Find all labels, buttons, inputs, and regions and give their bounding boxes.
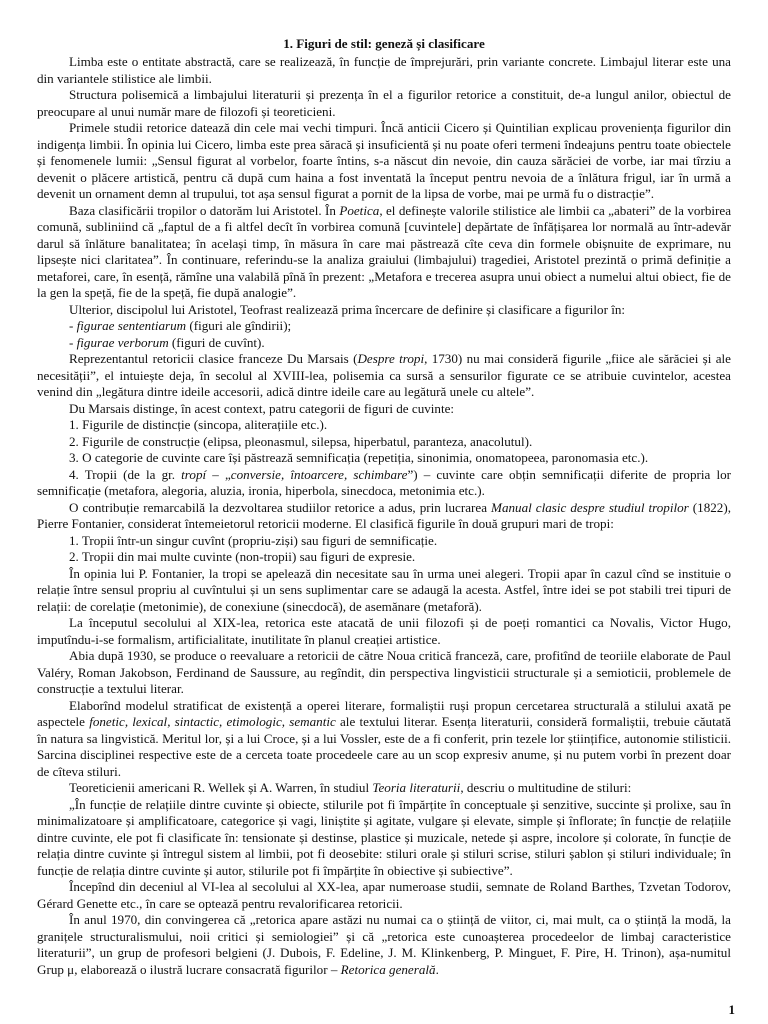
list-description: (figuri de cuvînt). xyxy=(168,334,265,350)
paragraph-15: Începînd din deceniul al VI-lea al secolului al XX-lea, apar numeroase studii, semnate de Roland Barthes, Tzvetan Todorov, Gérard Genette etc., în care se optează pentru revalorificarea retoricii. xyxy=(37,879,731,911)
paragraph-1: Limba este o entitate abstractă, care se realizează, în funcție de împrejurări, prin variante concrete. Limbajul literar este una din variantele stilistice ale limbii. xyxy=(37,54,731,86)
poetica-title: Poetica xyxy=(339,202,380,218)
list-item: 3. O categorie de cuvinte care își păstrează semnificația (repetiția, sinonimia, onomatopeea, paronomasia etc.). xyxy=(69,450,649,465)
teoria-literaturii-title: Teoria literaturii xyxy=(372,780,461,795)
manual-title: Manual clasic despre studiul tropilor xyxy=(491,499,689,515)
paragraph-10: La începutul secolului al XIX-lea, retorica este atacată de unii filozofi și de poeți romantici ca Novalis, Victor Hugo, imputîndu-i-se formalism, artificialitate, inutilitate în planul creației artistice. xyxy=(37,615,731,647)
paragraph-12-text-a: Elaborînd modelul stratificat de existență a operei literare, formaliștii ruși propun cercetarea structurală a stilului axată pe aspectele xyxy=(37,697,731,729)
paragraph-12 xyxy=(37,698,731,781)
list-item-text-b: – „ xyxy=(206,466,231,482)
paragraph-3: Primele studii retorice datează din cele mai vechi timpuri. Încă anticii Cicero și Quintilian explicau proveniența figurilor din indigența limbii. În opinia lui Cicero, limba este prea săracă și insuficientă și nu poate oferi termeni îndeajuns pentru toate obiectele și fenomenele lumii: „Sensul figurat al vorbelor, foarte întins, s-a născut din nevoie, din cauza sărăciei de vorbe, iar mai tîrziu a devenit o plăcere artistică, pentru că după cum haina a fost inventată la început pentru nevoia de a înlătura frigul, iar în urmă a devenit un ornament demn al trupului, tot așa sensul figurat a pornit de la lipsa de vorbe, mai pe urmă fu o distracție”. xyxy=(37,120,731,201)
despre-tropi-title: Despre tropi xyxy=(357,351,425,366)
paragraph-6-text-a: Reprezentantul retoricii clasice franceze Du Marsais ( xyxy=(69,351,358,366)
paragraph-16-text-b: . xyxy=(435,961,439,977)
paragraph-4 xyxy=(37,203,731,302)
greek-term: tropí xyxy=(181,466,207,482)
aspects-list: fonetic, lexical, sintactic, etimologic, semantic xyxy=(89,714,336,729)
list-item xyxy=(37,467,731,500)
paragraph-6-text-b: , 1730) nu mai consideră figurile „fiice ale sărăciei și ale necesității”, el intuiește deja, în secolul al XVIII-lea, polisemia ca sursă a sensurilor figurate ce se atribuie cuvintelor, acestea venind din „legătura dintre ideile accesorii, adică dintre ideile care au legătură unele cu altele”. xyxy=(37,351,731,399)
paragraph-11: Abia după 1930, se produce o reevaluare a retoricii de către Noua critică franceză, care, profitînd de teoriile elaborate de Paul Valéry, Roman Jakobson, Ferdinand de Saussure, au regîndit, din perspectiva lingvisticii structurale și a semioticii, problemele de construcție a textului literar. xyxy=(37,648,731,696)
paragraph-5: Ulterior, discipolul lui Aristotel, Teofrast realizează prima încercare de definire și clasificare a figurilor în: xyxy=(69,301,626,317)
list-item: 1. Tropii într-un singur cuvînt (propriu-ziși) sau figuri de semnificație. xyxy=(69,532,438,548)
paragraph-13-text-b: , descriu o multitudine de stiluri: xyxy=(460,780,632,795)
list-item: 1. Figurile de distincție (sincopa, aliterațiile etc.). xyxy=(69,417,328,432)
paragraph-8 xyxy=(37,500,731,533)
list-term: figurae verborum xyxy=(76,334,169,350)
paragraph-16 xyxy=(37,912,731,978)
paragraph-13 xyxy=(37,780,731,797)
list-term: figurae sententiarum xyxy=(76,318,187,333)
list-item: 2. Figurile de construcție (elipsa, pleonasmul, silepsa, hiperbatul, paranteza, anacolutul). xyxy=(69,433,533,449)
paragraph-7: Du Marsais distinge, în acest context, patru categorii de figuri de cuvinte: xyxy=(69,400,455,416)
paragraph-6 xyxy=(37,351,731,401)
paragraph-2: Structura polisemică a limbajului literaturii și prezența în el a figurilor retorice a constituit, de-a lungul anilor, obiectul de preocupare al unui număr mare de filozofi și teoreticieni. xyxy=(37,87,731,119)
page-title: 1. Figuri de stil: geneză și clasificare xyxy=(283,36,485,51)
paragraph-8-text-a: O contribuție remarcabilă la dezvoltarea studiilor retorice a adus, prin lucrarea xyxy=(69,499,492,515)
list-item-text-a: 4. Tropii (de la gr. xyxy=(69,466,182,482)
list-item xyxy=(37,318,731,335)
list-bullet: - xyxy=(69,334,77,350)
list-item-text-c: ”) – cuvinte care obțin semnificații diferite de propria lor semnificație (metafora, alegoria, aluzia, ironia, hiperbola, sinecdoca, metonimia etc.). xyxy=(37,466,731,498)
paragraph-8-text-b: (1822), Pierre Fontanier, considerat întemeietorul retoricii moderne. El clasifică figurile în două grupuri mari de tropi: xyxy=(37,499,731,531)
paragraph-12-text-b: ale textului literar. Esența literaturii, consideră formaliștii, trebuie căutată în natura sa lingvistică. Meritul lor, și a lui Croce, și a lui Vossler, este de a fi conferit, prin tezele lor științifice, autonomie stilisticii. Sarcina disciplinei respective este de a cerceta toate procedeele care au un scop expresiv anume, și nu putem vorbi în prezent doar de cîteva stiluri. xyxy=(37,714,731,779)
paragraph-14: „În funcție de relațiile dintre cuvinte și obiecte, stilurile pot fi împărțite în conceptuale și senzitive, succinte și prolixe, sau în minimalizatoare și amplificatoare, categorice și vagi, liniștite și agitate, vulgare și elevate, simple și înflorate; în funcție de relațiile dintre cuvinte, ele pot fi clasificate în: tensionate și destinse, plastice și muzicale, netede și aspre, incolore și colorate, în funcție de relația dintre cuvinte și întregul sistem al limbii, pot fi deosebite: stiluri orale și stiluri scrise, stiluri șablon și stiluri individuale; în funcție de relația dintre cuvinte și autor, stilurile pot fi împărțite în obiective și subiective”. xyxy=(37,796,731,878)
paragraph-13-text-a: Teoreticienii americani R. Wellek și A. Warren, în studiul xyxy=(69,780,373,795)
paragraph-4-text-a: Baza clasificării tropilor o datorăm lui Aristotel. În xyxy=(69,202,340,218)
list-item xyxy=(37,335,731,352)
term-translation: conversie, întoarcere, schimbare xyxy=(230,466,408,482)
paragraph-16-text-a: În anul 1970, din convingerea că „retorica apare astăzi nu numai ca o știință de viitor, ci, mai mult, ca o știință la modă, la granițele structuralismului, noii critici și semiologiei” și că „retorica este cunoașterea procedeelor de limbaj caracteristice literaturii”, un grup de profesori belgieni (J. Dubois, F. Edeline, J. M. Klinkenberg, P. Minguet, F. Pire, H. Trinon), așa-numitul Grup μ, elaborează o ilustră lucrare consacrată figurilor – xyxy=(37,912,731,977)
paragraph-4-text-b: , el definește valorile stilistice ale limbii ca „abateri” de la vorbirea comună, subliniind că „faptul de a fi altfel decît în vorbirea comună [cuvintele] depărtate de înfățișarea lor normală au într-adevăr darul să înlăture banalitatea; în același timp, în măsura în care mai păstrează cîte ceva din formele obișnuite de exprimare, nu lipsește nici claritatea”. În continuare, referindu-se la analiza graiului (limbajului) tragediei, Aristotel prezintă o primă definiție a metaforei, care, în esență, rămîne una valabilă pînă în prezent: „Metafora e trecerea asupra unui obiect a numelui altui obiect, fie de la gen la speță, fie de la speță, fie după analogie”. xyxy=(37,202,732,300)
retorica-generala-title: Retorica generală xyxy=(340,961,436,977)
list-bullet: - xyxy=(69,318,77,333)
page-number: 1 xyxy=(728,1002,735,1017)
paragraph-9: În opinia lui P. Fontanier, la tropi se apelează din necesitate sau în urma unei alegeri. Tropii apar în cazul cînd se instituie o relație între sensul propriu al cuvîntului și un sens suplimentar care se adaugă la acesta. Astfel, între idei se pot stabili trei tipuri de relații: de corelație (metonimie), de conexiune (sinecdocă), de asemănare (metaforă). xyxy=(37,565,731,614)
list-item: 2. Tropii din mai multe cuvinte (non-tropii) sau figuri de expresie. xyxy=(69,549,416,564)
list-description: (figuri ale gîndirii); xyxy=(186,318,292,333)
